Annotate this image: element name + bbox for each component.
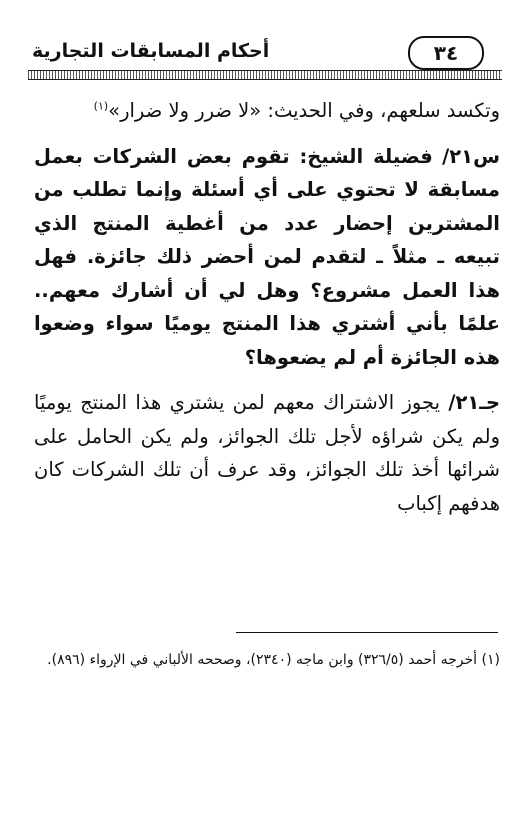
footnote-marker: (١)	[93, 99, 109, 113]
question-text: فضيلة الشيخ: تقوم بعض الشركات بعمل مسابقة لا تحتوي على أي أسئلة وإنما تطلب من المشترين إحضار عدد من أغطية المنتج الذي تبيعه ـ مثلاً ـ لتقدم لمن أحضر ذلك جائزة. فهل هذا العمل مشروع؟ وهل لي أن أشارك معهم.. علمًا بأني أشتري هذا المنتج يوميًا سواء وضعوا هذه الجائزة أم لم يضعوها؟	[34, 144, 500, 369]
page-header	[28, 36, 502, 82]
main-text	[34, 94, 500, 520]
footnote-divider	[236, 632, 498, 633]
footnote: (١) أخرجه أحمد (٣٢٦/٥) وابن ماجه (٢٣٤٠)، وصححه الألباني في الإرواء (٨٩٦).	[47, 652, 500, 668]
paragraph-hadith	[34, 94, 500, 128]
answer-paragraph	[34, 386, 500, 520]
question-label: س٢١/	[442, 144, 500, 168]
header-rule	[28, 70, 502, 80]
answer-label: جـ٢١/	[448, 391, 501, 414]
question-paragraph	[34, 140, 500, 375]
paragraph-text: وتكسد سلعهم، وفي الحديث: «لا ضرر ولا ضرار»	[108, 99, 500, 122]
running-title: أحكام المسابقات التجارية	[32, 40, 270, 62]
page-number: ٣٤	[408, 36, 484, 70]
answer-text: يجوز الاشتراك معهم لمن يشتري هذا المنتج يوميًا ولم يكن شراؤه لأجل تلك الجوائز، ولم يكن الحامل على شرائها أخذ تلك الجوائز، وقد عرف أن تلك الشركات كان هدفهم إكباب	[34, 391, 500, 515]
